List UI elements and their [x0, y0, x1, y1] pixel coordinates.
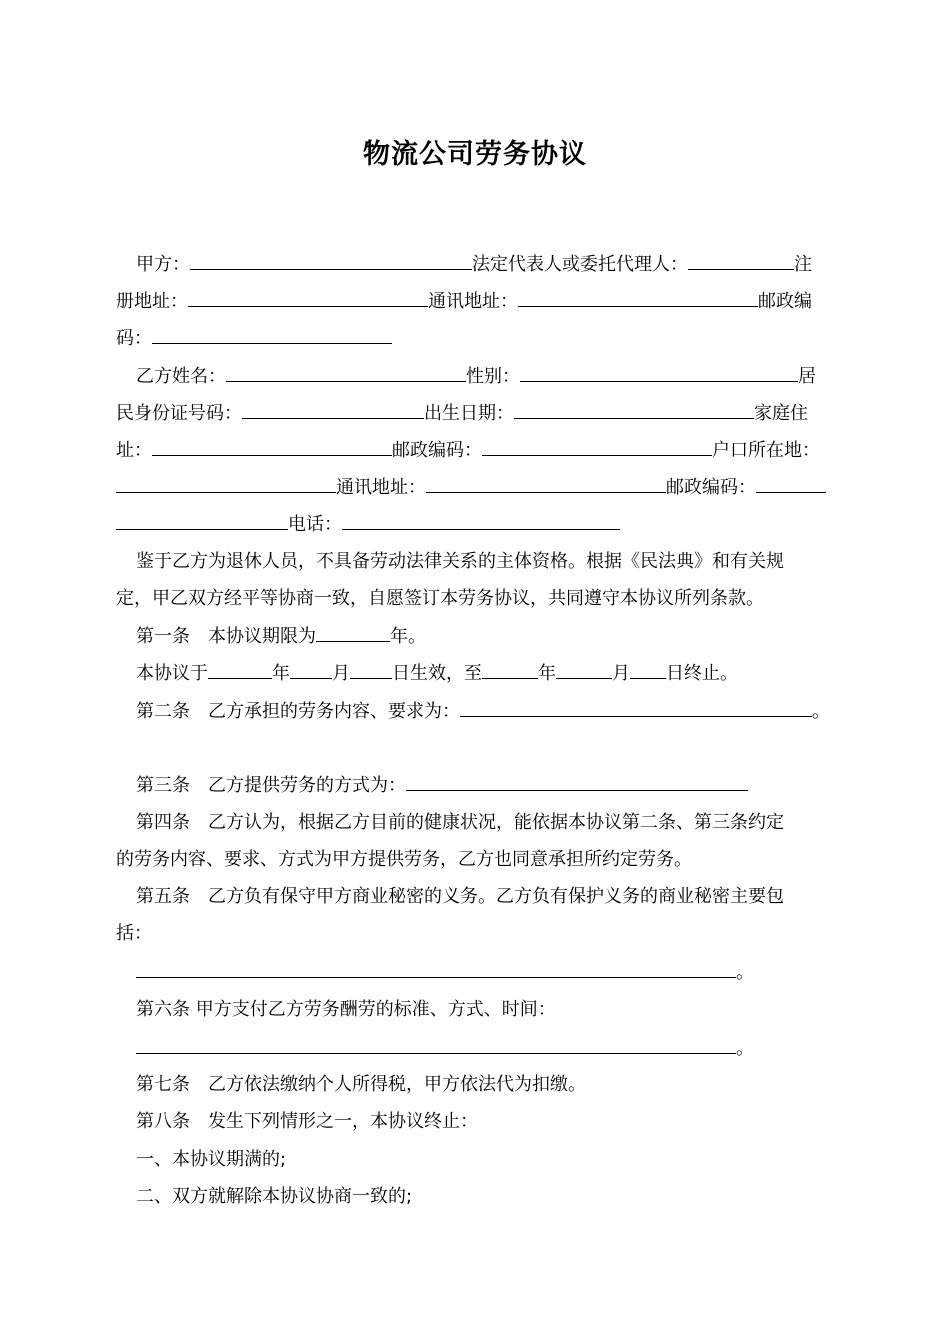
party-b-line-5: [116, 512, 620, 537]
article-3-blank[interactable]: [406, 773, 748, 791]
party-a-line-2: [116, 289, 812, 314]
party-b-contact-label: 通讯地址：: [336, 477, 426, 498]
party-b-postcode-blank[interactable]: [482, 438, 712, 456]
party-b-gender-label: 性别：: [466, 366, 520, 387]
start-year-label: 年: [272, 663, 290, 684]
article-5-period: 。: [736, 962, 754, 983]
party-b-postcode-blank-b2[interactable]: [116, 512, 288, 530]
article-2-period: 。: [812, 701, 830, 722]
party-b-home-blank[interactable]: [152, 438, 392, 456]
party-b-postcode-label: 邮政编码：: [392, 440, 482, 461]
preamble-line-1: 鉴于乙方为退休人员，不具备劳动法律关系的主体资格。根据《民法典》和有关规: [136, 551, 784, 572]
party-a-rep-blank[interactable]: [688, 252, 794, 270]
party-a-postcode-label-1: 邮政编: [758, 291, 812, 312]
party-a-postcode-label-2: 码：: [116, 328, 152, 349]
party-b-phone-blank[interactable]: [342, 512, 620, 530]
article-2-text: 第二条 乙方承担的劳务内容、要求为：: [136, 701, 460, 722]
party-a-blank[interactable]: [190, 252, 472, 270]
article-5-line-2: 括：: [116, 923, 152, 944]
party-b-id-blank[interactable]: [242, 401, 424, 419]
article-2-blank[interactable]: [460, 699, 812, 717]
party-b-name-blank[interactable]: [226, 364, 466, 382]
party-a-reg-label-1: 注: [794, 254, 812, 275]
party-b-postcode-blank-b1[interactable]: [756, 475, 826, 493]
article-1-years-suffix: 年。: [390, 626, 426, 647]
article-2: [136, 699, 830, 724]
document-title: 物流公司劳务协议: [363, 139, 587, 170]
term-prefix: 本协议于: [136, 663, 208, 684]
article-1: [136, 624, 426, 649]
end-year-label: 年: [538, 663, 556, 684]
article-3: [136, 773, 748, 798]
party-b-birth-label: 出生日期：: [424, 403, 514, 424]
party-a-line-1: [136, 252, 812, 277]
party-b-id-label-2: 民身份证号码：: [116, 403, 242, 424]
article-5-blank-line: [136, 960, 754, 985]
article-6-blank[interactable]: [136, 1036, 736, 1054]
preamble-line-2: 定，甲乙双方经平等协商一致，自愿签订本劳务协议，共同遵守本协议所列条款。: [116, 588, 764, 609]
party-b-home-label-1: 家庭住: [754, 403, 808, 424]
party-a-reg-label-2: 册地址：: [116, 291, 188, 312]
article-6-period: 。: [736, 1038, 754, 1059]
article-3-text: 第三条 乙方提供劳务的方式为：: [136, 775, 406, 796]
party-b-line-4: [116, 475, 826, 500]
article-4-line-1: 第四条 乙方认为，根据乙方目前的健康状况，能依据本协议第二条、第三条约定: [136, 812, 784, 833]
party-b-postcode-label-b: 邮政编码：: [666, 477, 756, 498]
party-a-rep-label: 法定代表人或委托代理人：: [472, 254, 688, 275]
party-b-name-label: 乙方姓名：: [136, 366, 226, 387]
party-b-id-label-1: 居: [798, 366, 816, 387]
party-a-line-3: [116, 326, 392, 351]
party-b-line-1: [136, 364, 816, 389]
party-a-contact-label: 通讯地址：: [428, 291, 518, 312]
article-6-blank-line: [136, 1036, 754, 1061]
end-day-label: 日终止。: [666, 663, 738, 684]
party-b-birth-blank[interactable]: [514, 401, 754, 419]
article-1-text: 第一条 本协议期限为: [136, 626, 316, 647]
party-b-phone-label: 电话：: [288, 514, 342, 535]
end-year-blank[interactable]: [482, 661, 538, 679]
start-month-blank[interactable]: [290, 661, 332, 679]
article-6: 第六条 甲方支付乙方劳务酬劳的标准、方式、时间：: [136, 999, 556, 1020]
article-8-item-1: 一、本协议期满的;: [136, 1149, 287, 1170]
party-a-reg-blank[interactable]: [188, 289, 428, 307]
party-b-line-3: [116, 438, 820, 463]
start-day-label: 日生效，至: [392, 663, 482, 684]
party-b-contact-blank[interactable]: [426, 475, 666, 493]
party-b-hukou-label: 户口所在地：: [712, 440, 820, 461]
party-b-home-label-2: 址：: [116, 440, 152, 461]
article-5-line-1: 第五条 乙方负有保守甲方商业秘密的义务。乙方负有保护义务的商业秘密主要包: [136, 886, 784, 907]
party-b-gender-blank[interactable]: [520, 364, 798, 382]
article-4-line-2: 的劳务内容、要求、方式为甲方提供劳务，乙方也同意承担所约定劳务。: [116, 849, 692, 870]
article-8-item-2: 二、双方就解除本协议协商一致的;: [136, 1186, 413, 1207]
article-7: 第七条 乙方依法缴纳个人所得税，甲方依法代为扣缴。: [136, 1074, 586, 1095]
party-b-line-2: [116, 401, 808, 426]
party-a-postcode-blank[interactable]: [152, 326, 392, 344]
party-b-hukou-blank[interactable]: [116, 475, 336, 493]
article-5-blank[interactable]: [136, 960, 736, 978]
party-a-contact-blank[interactable]: [518, 289, 758, 307]
end-day-blank[interactable]: [630, 661, 666, 679]
party-a-label: 甲方：: [136, 254, 190, 275]
article-1-years-blank[interactable]: [316, 624, 390, 642]
article-8: 第八条 发生下列情形之一，本协议终止：: [136, 1111, 478, 1132]
start-year-blank[interactable]: [208, 661, 272, 679]
start-month-label: 月: [332, 663, 350, 684]
start-day-blank[interactable]: [350, 661, 392, 679]
article-1-term: [136, 661, 738, 686]
end-month-blank[interactable]: [556, 661, 612, 679]
end-month-label: 月: [612, 663, 630, 684]
